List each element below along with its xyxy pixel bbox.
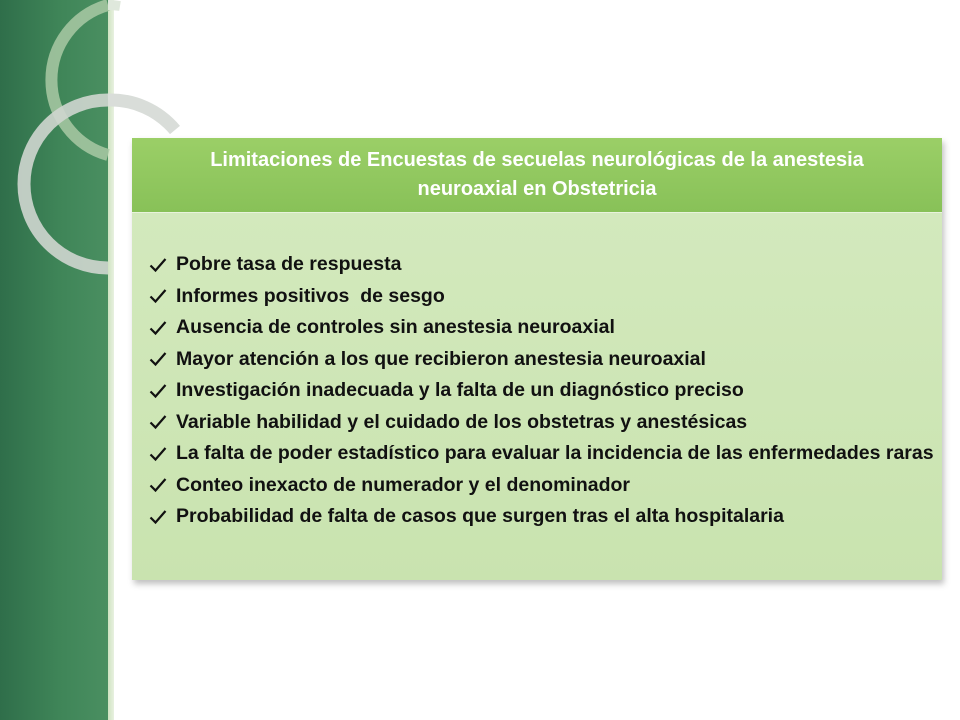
list-item-text: Variable habilidad y el cuidado de los obstetras y anestésicas <box>176 410 748 433</box>
list-item-text: Mayor atención a los que recibieron anestesia neuroaxial <box>176 347 706 370</box>
checkmark-icon <box>140 375 176 406</box>
checkmark-icon <box>140 281 176 312</box>
list-item <box>140 501 936 533</box>
limitations-list <box>140 249 936 533</box>
checkmark-icon <box>140 344 176 375</box>
checkmark-icon <box>140 407 176 438</box>
card-header <box>132 138 942 212</box>
list-item-text: Conteo inexacto de numerador y el denominador <box>176 473 630 496</box>
list-item-text: Investigación inadecuada y la falta de un diagnóstico preciso <box>176 379 744 401</box>
checkmark-icon <box>140 249 176 280</box>
list-item <box>140 249 936 281</box>
list-item-text: Pobre tasa de respuesta <box>176 253 402 275</box>
checkmark-icon <box>140 470 176 501</box>
list-item <box>140 470 936 502</box>
list-item <box>140 281 936 313</box>
list-item-text: Probabilidad de falta de casos que surgen tras el alta hospitalaria <box>176 505 784 527</box>
list-item-text: Informes positivos de sesgo <box>176 284 445 307</box>
list-item <box>140 375 936 407</box>
checkmark-icon <box>140 312 176 343</box>
list-item <box>140 407 936 439</box>
slide-title: Limitaciones de Encuestas de secuelas neurológicas de la anestesia neuroaxial en Obstetricia <box>210 149 864 200</box>
list-item-text: La falta de poder estadístico para evaluar la incidencia de las enfermedades raras <box>176 442 934 464</box>
list-item <box>140 344 936 376</box>
checkmark-icon <box>140 438 176 469</box>
list-item <box>140 312 936 344</box>
card-body <box>132 212 942 580</box>
checkmark-icon <box>140 501 176 532</box>
list-item-text: Ausencia de controles sin anestesia neuroaxial <box>176 316 615 338</box>
list-item <box>140 438 936 470</box>
content-card <box>132 138 942 580</box>
